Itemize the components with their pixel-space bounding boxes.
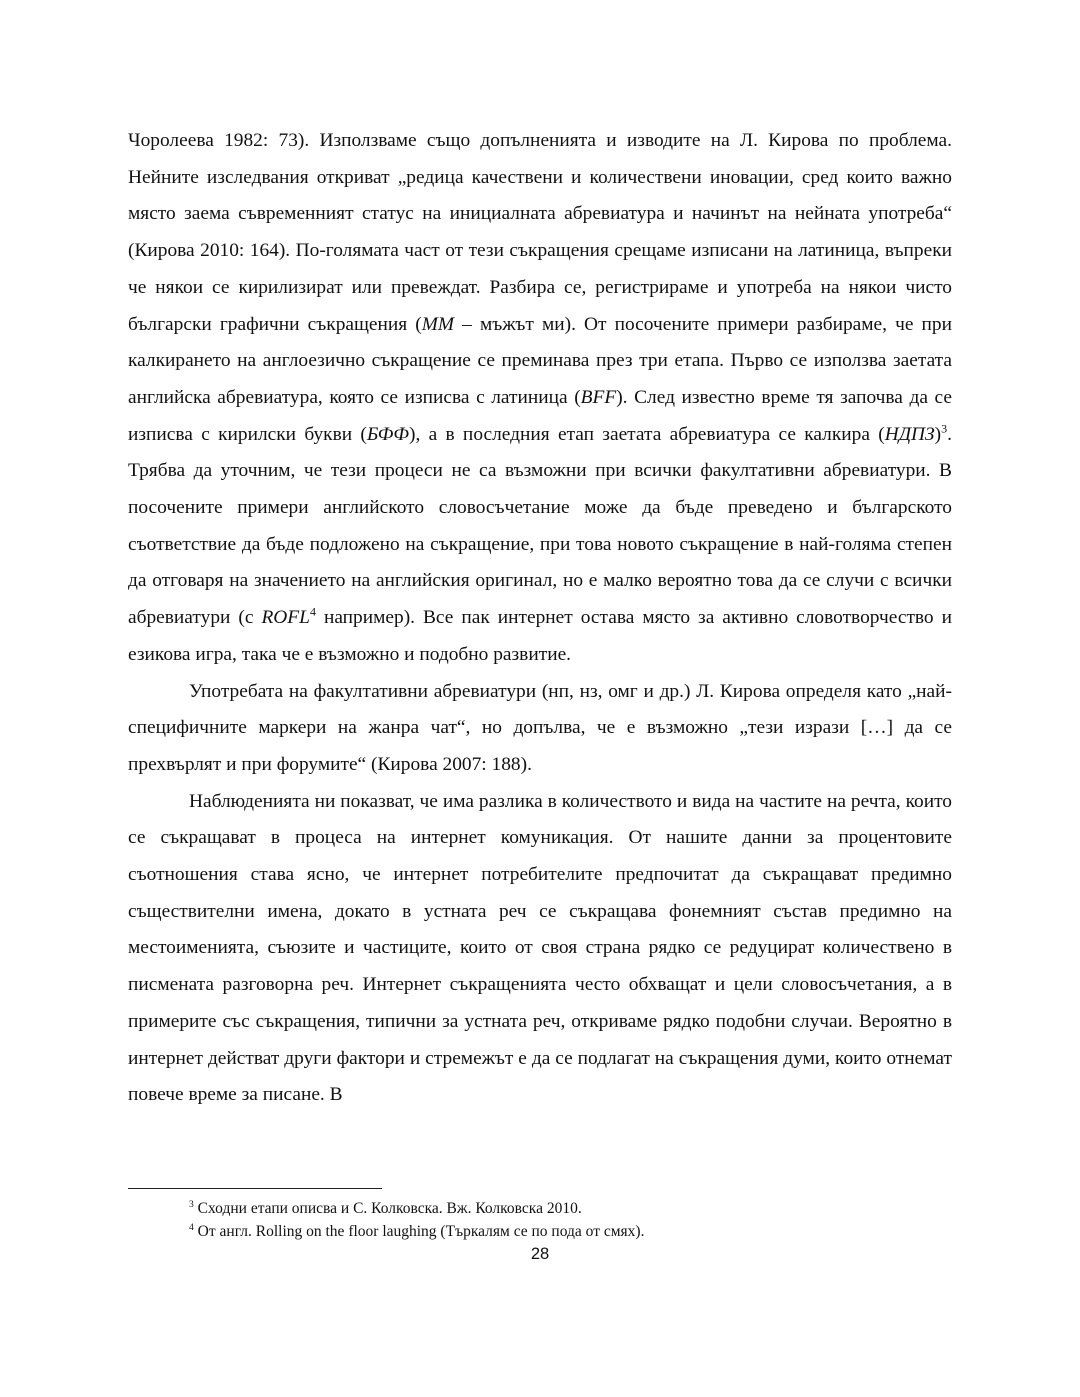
footnote-3 bbox=[189, 1197, 949, 1220]
footnote-text: От англ. Rolling on the floor laughing (Търкалям се по пода от смях). bbox=[193, 1223, 645, 1240]
abbreviation-ndpz: НДПЗ bbox=[884, 423, 935, 445]
paragraph-text: ), а в последния етап заетата абревиатура се калкира ( bbox=[408, 423, 885, 445]
page-number: 28 bbox=[530, 1245, 550, 1263]
paragraph-text: например). Все пак интернет остава място за активно словотворчество и езикова игра, така че е възможно и подобно развитие. bbox=[128, 607, 953, 665]
footnote-separator bbox=[128, 1188, 382, 1189]
paragraph-2: Употребата на факултативни абревиатури (нп, нз, омг и др.) Л. Кирова определя като „най-специфичните маркери на жанра чат“, но допълва, че е възможно „тези изрази […] да се прехвърлят и при форумите“ (Кирова 2007: 188). bbox=[128, 680, 952, 775]
paragraph-1 bbox=[128, 123, 952, 674]
footnote-ref-4[interactable]: 4 bbox=[309, 604, 316, 619]
abbreviation-bff-cyrillic: БФФ bbox=[366, 423, 409, 445]
footnotes bbox=[189, 1197, 949, 1243]
paragraph-3: Наблюденията ни показват, че има разлика в количеството и вида на частите на речта, които се съкращават в процеса на интернет комуникация. От нашите данни за процентовите съотношения става ясно, че интернет потребителите предпочитат да съкращават предимно съществителни имена, докато в устната реч се съкращава фонемният състав предимно на местоименията, съюзите и частиците, които от своя страна рядко се редуцират количествено в писмената разговорна реч. Интернет съкращенията често обхващат и цели словосъчетания, а в примерите със съкращения, типични за устната реч, откриваме рядко подобни случаи. Вероятно в интернет действат други фактори и стремежът е да се подлагат на съкращения думи, които отнемат повече време за писане. В bbox=[128, 790, 952, 1106]
footnote-number: 3 bbox=[189, 1198, 194, 1210]
paragraph-text: . Трябва да уточним, че тези процеси не са възможни при всички факултативни абревиатури. В посочените примери английското словосъчетание може да бъде преведено и българското съответствие да бъде подложено на съкращение, при това новото съкращение в най-голяма степен да отговаря на значението на английския оригинал, но е малко вероятно това да се случи с всички абревиатури (с bbox=[128, 423, 952, 629]
footnote-4 bbox=[189, 1220, 949, 1243]
footnote-text: Сходни етапи описва и С. Колковска. Вж. Колковска 2010. bbox=[193, 1200, 582, 1217]
footnote-number: 4 bbox=[189, 1221, 194, 1233]
abbreviation-mm: ММ bbox=[421, 313, 455, 335]
paragraph-text: Чоролеева 1982: 73). Използваме също допълненията и изводите на Л. Кирова по проблема. Нейните изследвания откриват „редица качествени и количествени иновации, сред които важно място заема съвременният статус на инициалната абревиатура и начинът на нейната употреба“ (Кирова 2010: 164). По-голямата част от тези съкращения срещаме изписани на латиница, въпреки че някои се кирилизират или превеждат. Разбира се, регистрираме и употреба на някои чисто български графични съкращения ( bbox=[128, 130, 952, 335]
abbreviation-bff: BFF bbox=[580, 386, 617, 408]
paragraph-text: ) bbox=[934, 423, 942, 445]
paragraph-text: ). След известно време тя започва да се изписва с кирилски букви ( bbox=[128, 386, 952, 445]
abbreviation-rofl: ROFL bbox=[261, 607, 310, 629]
footnote-ref-3[interactable]: 3 bbox=[941, 421, 948, 436]
paragraph-text: – мъжът ми). От посочените примери разбираме, че при калкирането на англоезично съкращение се преминава през три етапа. Първо се използва заетата английска абревиатура, която се изписва с латиница ( bbox=[128, 313, 952, 408]
body-text bbox=[128, 123, 952, 1114]
